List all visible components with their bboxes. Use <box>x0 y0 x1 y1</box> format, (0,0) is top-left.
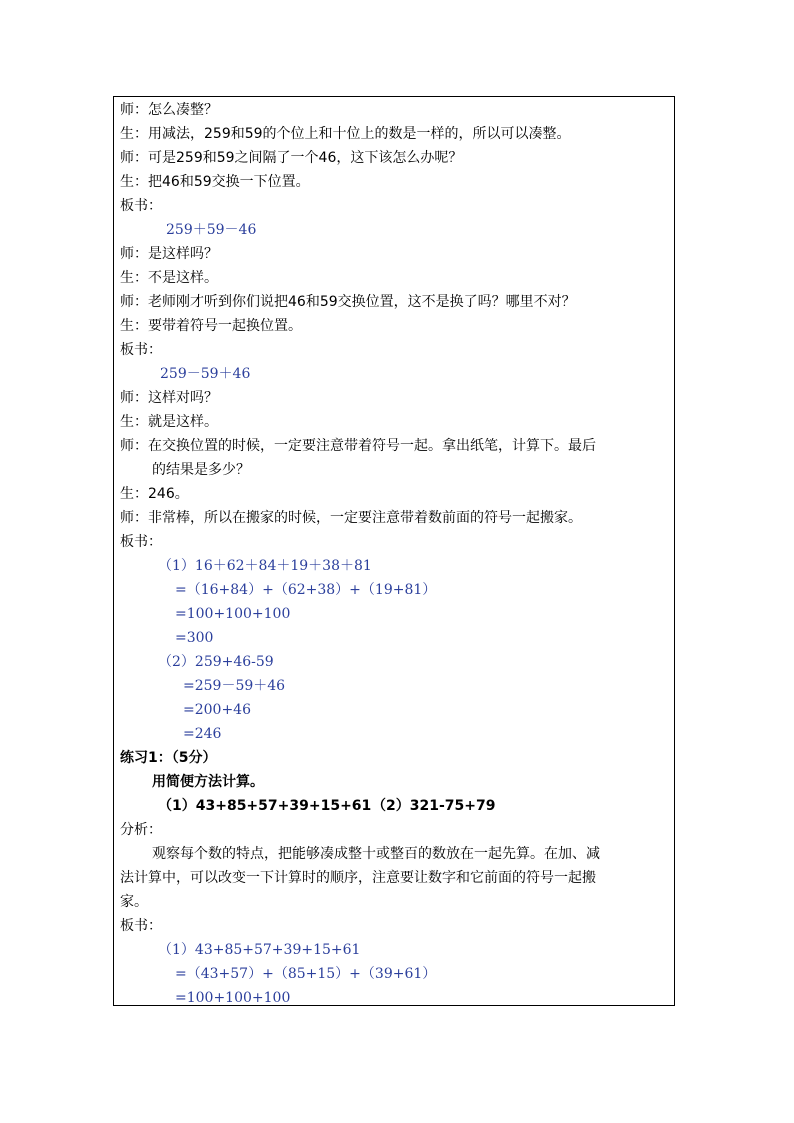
dialogue-line: 生：要带着符号一起换位置。 <box>120 318 302 334</box>
dialogue-line: 师：老师刚才听到你们说把46和59交换位置，这不是换了吗？哪里不对？ <box>120 294 576 310</box>
dialogue-line: 生：246。 <box>120 486 189 502</box>
board-expression: 259＋59－46 <box>166 222 257 238</box>
exercise-problem: （1）43+85+57+39+15+61 <box>158 798 372 814</box>
exercise-instruction: 用简便方法计算。 <box>152 774 264 790</box>
board-label: 板书： <box>120 534 162 550</box>
board-expression: （1）16＋62＋84＋19＋38＋81 <box>158 558 372 574</box>
board-expression: （2）259+46-59 <box>158 654 274 670</box>
board-expression: =100+100+100 <box>175 606 291 622</box>
analysis-label: 分析： <box>120 822 162 838</box>
board-expression: =300 <box>175 630 214 646</box>
board-label: 板书： <box>120 198 162 214</box>
board-expression: =246 <box>183 726 222 742</box>
board-expression: 259－59＋46 <box>160 366 251 382</box>
board-expression: （1）43+85+57+39+15+61 <box>158 942 361 958</box>
dialogue-line: 生：不是这样。 <box>120 270 218 286</box>
dialogue-line: 的结果是多少？ <box>152 462 250 478</box>
dialogue-line: 师：怎么凑整？ <box>120 102 218 118</box>
dialogue-line: 师：这样对吗？ <box>120 390 218 406</box>
dialogue-line: 师：非常棒，所以在搬家的时候，一定要注意带着数前面的符号一起搬家。 <box>120 510 582 526</box>
board-expression: =259－59＋46 <box>183 678 286 694</box>
board-expression: =（43+57）+（85+15）+（39+61） <box>175 966 437 982</box>
board-label: 板书： <box>120 918 162 934</box>
analysis-text: 法计算中，可以改变一下计算时的顺序，注意要让数字和它前面的符号一起搬 <box>120 870 596 886</box>
analysis-text: 观察每个数的特点，把能够凑成整十或整百的数放在一起先算。在加、减 <box>152 846 600 862</box>
analysis-text: 家。 <box>120 894 148 910</box>
dialogue-line: 师：可是259和59之间隔了一个46，这下该怎么办呢？ <box>120 150 463 166</box>
dialogue-line: 生：就是这样。 <box>120 414 218 430</box>
dialogue-line: 师：是这样吗？ <box>120 246 218 262</box>
dialogue-line: 生：用减法，259和59的个位上和十位上的数是一样的，所以可以凑整。 <box>120 126 571 142</box>
dialogue-line: 师：在交换位置的时候，一定要注意带着符号一起。拿出纸笔，计算下。最后 <box>120 438 596 454</box>
board-expression: =（16+84）+（62+38）+（19+81） <box>175 582 437 598</box>
board-expression: =100+100+100 <box>175 990 291 1006</box>
exercise-problem: （2）321-75+79 <box>372 798 496 814</box>
board-expression: =200+46 <box>183 702 251 718</box>
exercise-heading: 练习1：（5分） <box>120 750 217 766</box>
board-label: 板书： <box>120 342 162 358</box>
dialogue-line: 生：把46和59交换一下位置。 <box>120 174 310 190</box>
